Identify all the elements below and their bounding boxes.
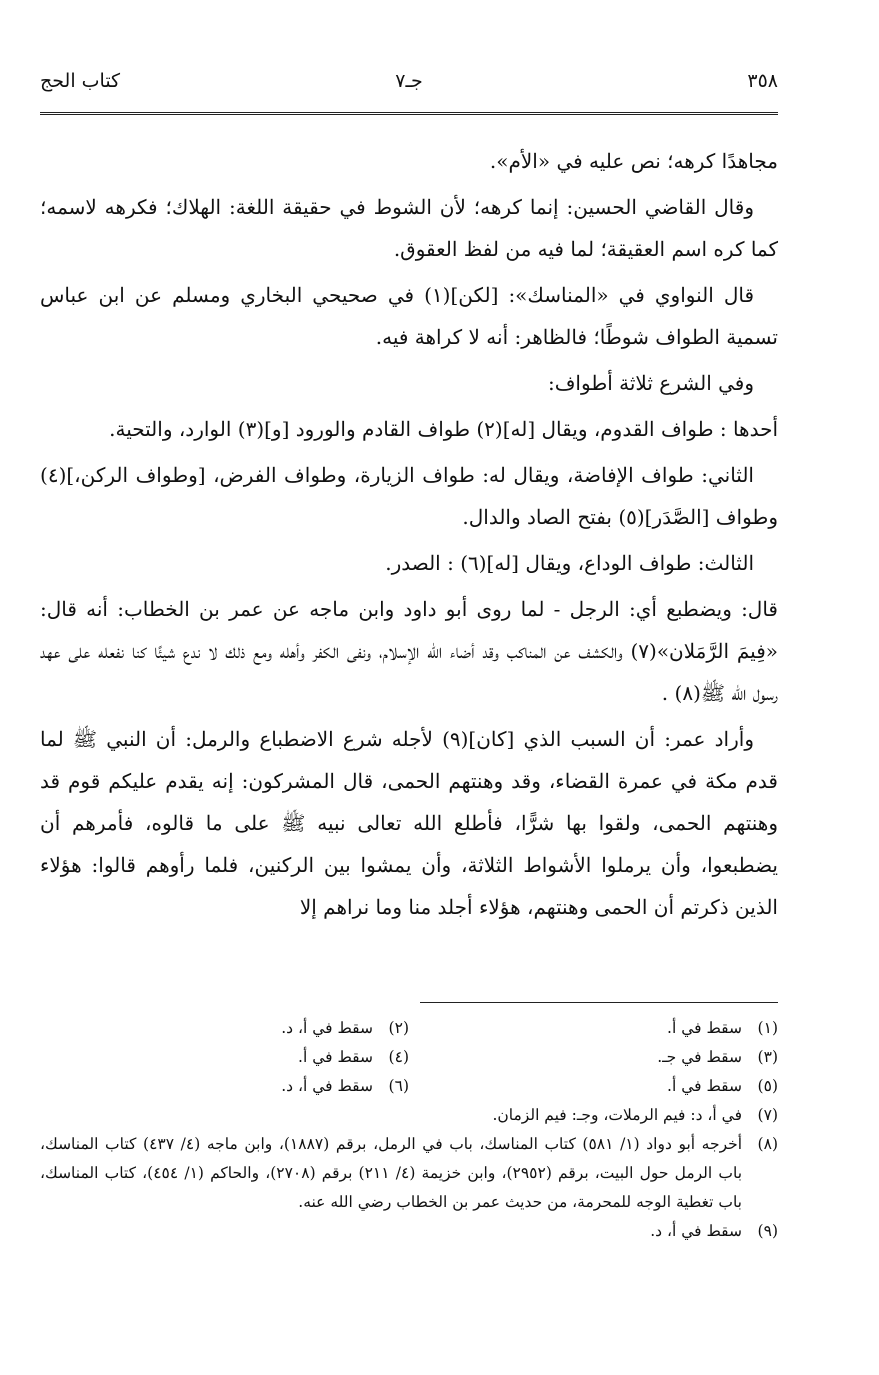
footnote (40, 1217, 778, 1246)
footnote (40, 1101, 778, 1130)
footnote-number: (٢) (388, 1019, 409, 1037)
paragraph: قال النواوي في «المناسك»: [لكن](١) في صحيحي البخاري ومسلم عن ابن عباس تسمية الطواف شوطًا؛ فالظاهر: أنه لا كراهة فيه. (40, 283, 778, 349)
footnote-text: سقط في أ. (667, 1077, 742, 1095)
footnote (409, 1043, 778, 1072)
footnote-number: (٨) (757, 1135, 778, 1153)
footnote-text: في أ، د: فيم الرملات، وجـ: فيم الزمان. (492, 1106, 742, 1124)
paragraph: وأراد عمر: أن السبب الذي [كان](٩) لأجله شرع الاضطباع والرمل: أن النبي ﷺ لما قدم مكة في عمرة القضاء، وقد وهنتهم الحمى، قال المشركون: إنه يقدم عليكم قوم قد وهنتهم الحمى، ولقوا بها شرًّا، فأطلع الله تعالى نبيه ﷺ على ما قالوه، فأمرهم أن يضطبعوا، وأن يرملوا الأشواط الثلاثة، وأن يمشوا بين الركنين، فلما رأوهم قالوا: هؤلاء الذين ذكرتم أن الحمى وهنتهم، هؤلاء أجلد منا وما نراهم إلا (40, 727, 778, 919)
footnote-text: سقط في أ. (298, 1048, 373, 1066)
paragraph: أحدها : طواف القدوم، ويقال [له](٢) طواف القادم والورود [و](٣) الوارد، والتحية. (109, 417, 778, 441)
footnote-number: (٦) (388, 1077, 409, 1095)
header-divider (40, 112, 778, 115)
volume-label: جـ٧ (395, 70, 423, 92)
footnote-text: سقط في أ، د. (281, 1019, 373, 1037)
footnote-number: (٥) (757, 1077, 778, 1095)
footnote-number: (٧) (757, 1106, 778, 1124)
footnote-text: سقط في أ، د. (650, 1222, 742, 1240)
footnote (40, 1043, 409, 1072)
footnote (40, 1014, 409, 1043)
paragraph: الثاني: طواف الإفاضة، ويقال له: طواف الزيارة، وطواف الفرض، [وطواف الركن،](٤) وطواف [الصَّدَر](٥) بفتح الصاد والدال. (40, 463, 778, 529)
footnote (40, 1072, 409, 1101)
footnotes (40, 1014, 778, 1246)
paragraph: الثالث: طواف الوداع، ويقال [له](٦) : الصدر. (385, 551, 754, 575)
footnote-row (40, 1014, 778, 1043)
footnote (409, 1072, 778, 1101)
footnote-number: (٩) (757, 1222, 778, 1240)
footnote-number: (٤) (388, 1048, 409, 1066)
main-text (40, 140, 778, 928)
paragraph: مجاهدًا كرهه؛ نص عليه في «الأم». (489, 149, 778, 173)
footnote-number: (٣) (757, 1048, 778, 1066)
paragraph: وفي الشرع ثلاثة أطواف: (547, 371, 754, 395)
page-number: ٣٥٨ (747, 70, 778, 92)
footnote-text: أخرجه أبو دواد (١/ ٥٨١) كتاب المناسك، باب في الرمل، برقم (١٨٨٧)، وابن ماجه (٤/ ٤٣٧) كتاب المناسك، باب الرمل حول البيت، برقم (٢٩٥٢)، وابن خزيمة (٤/ ٢١١) برقم (٢٧٠٨)، والحاكم (١/ ٤٥٤)، كتاب المناسك، باب تغطية الوجه للمحرمة، من حديث عمر بن الخطاب رضي الله عنه. (40, 1135, 743, 1211)
footnote (40, 1130, 778, 1217)
paragraph: قال: ويضطبع أي: الرجل - لما روى أبو داود وابن ماجه عن عمر بن الخطاب: أنه قال: «فِيمَ الرَّمَلان»(٧) والكشف عن المناكب وقد أضاء الله الإسلام، ونفى الكفر وأهله ومع ذلك لا ندع شيئًا كنا نفعله على عهد رسول الله ﷺ(٨) . (40, 597, 778, 705)
footnote-row (40, 1072, 778, 1101)
footnote-divider (420, 1002, 778, 1003)
paragraph: وقال القاضي الحسين: إنما كرهه؛ لأن الشوط في حقيقة اللغة: الهلاك؛ فكرهه لاسمه؛ كما كره اسم العقيقة؛ لما فيه من لفظ العقوق. (40, 195, 778, 261)
footnote-row (40, 1043, 778, 1072)
footnote-number: (١) (757, 1019, 778, 1037)
page-header (40, 70, 778, 100)
book-title: كتاب الحج (40, 70, 121, 92)
footnote-text: سقط في جـ. (657, 1048, 742, 1066)
footnote (409, 1014, 778, 1043)
footnote-text: سقط في أ. (667, 1019, 742, 1037)
footnote-text: سقط في أ، د. (281, 1077, 373, 1095)
